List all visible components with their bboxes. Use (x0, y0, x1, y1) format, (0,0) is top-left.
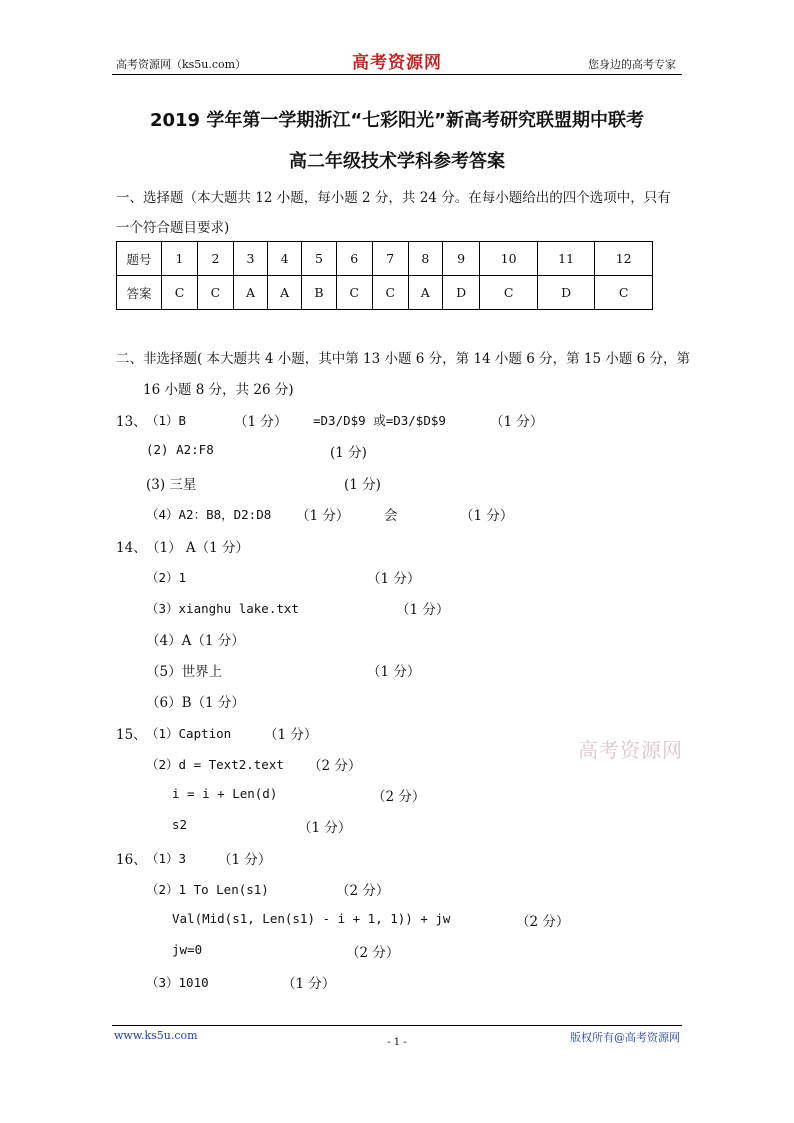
watermark: 高考资源网 (578, 738, 683, 762)
q14-score-5: （1 分） (367, 664, 421, 680)
q16-answer-2b: Val(Mid(s1, Len(s1) - i + 1, 1)) + jw (172, 911, 451, 926)
q14-answer-4: （4）A（1 分） (146, 633, 245, 649)
section2-heading: 二、非选择题( 本大题共 4 小题，其中第 13 小题 6 分，第 14 小题 6 分，第 15 小题 6 分，第 (116, 351, 691, 367)
q16-answer-3: （3）1010 (146, 975, 209, 990)
q13-answer-4: （4）A2：B8，D2:D8 (146, 507, 272, 522)
answer-cell: A (408, 276, 442, 310)
q16-answer-2: （2）1 To Len(s1) (146, 882, 269, 897)
question-number: 7 (372, 242, 408, 276)
q16-score-2c: （2 分） (346, 945, 400, 961)
q14-answer-2: （2）1 (146, 570, 187, 585)
answer-cell: C (336, 276, 372, 310)
answer-cell: D (442, 276, 480, 310)
section1-heading-cont: 一个符合题目要求) (116, 220, 230, 236)
q13-score-1b: （1 分） (490, 414, 544, 430)
q13-answer-2: (2) A2:F8 (146, 442, 214, 457)
q14-answer-6: （6）B（1 分） (146, 695, 245, 711)
q14-answer-1: （1） A（1 分） (146, 540, 250, 556)
question-number: 6 (336, 242, 372, 276)
q16-score-2b: （2 分） (516, 914, 570, 930)
q14-answer-5: （5）世界上 (146, 664, 223, 680)
q14-score-2: （1 分） (367, 571, 421, 587)
q16-score-3: （1 分） (282, 976, 336, 992)
q13-answer-3: (3) 三星 (146, 477, 197, 493)
question-number: 9 (442, 242, 480, 276)
section1-heading: 一、选择题（本大题共 12 小题，每小题 2 分，共 24 分。在每小题给出的四个选项中，只有 (116, 190, 671, 206)
answer-table (116, 241, 653, 310)
table-row-answers (117, 276, 653, 310)
q13-score-1: （1 分） (234, 414, 288, 430)
footer-copyright: 版权所有@高考资源网 (570, 1031, 680, 1044)
q15-answer-2: （2）d = Text2.text (146, 757, 284, 772)
row-label-answer: 答案 (117, 276, 162, 310)
page-title: 2019 学年第一学期浙江“七彩阳光”新高考研究联盟期中联考 (149, 110, 645, 131)
answer-cell: C (595, 276, 653, 310)
q16-answer-2c: jw=0 (172, 942, 203, 957)
answer-cell: C (372, 276, 408, 310)
page-header (112, 52, 682, 72)
q16-score-1: （1 分） (218, 852, 272, 868)
answer-cell: C (162, 276, 198, 310)
row-label-number: 题号 (117, 242, 162, 276)
question-number: 8 (408, 242, 442, 276)
page-subtitle: 高二年级技术学科参考答案 (289, 151, 505, 172)
question-number: 11 (537, 242, 595, 276)
q15-number: 15、 (116, 727, 147, 743)
q13-score-2: (1 分) (330, 445, 367, 461)
q13-answer-1b: =D3/D$9 或=D3/$D$9 (313, 413, 446, 428)
page-number: - 1 - (387, 1037, 407, 1048)
q15-answer-2c: s2 (172, 817, 188, 832)
question-number: 1 (162, 242, 198, 276)
q15-score-2b: （2 分） (372, 789, 426, 805)
q16-answer-1: （1）3 (146, 851, 187, 866)
q15-score-2: （2 分） (308, 758, 362, 774)
header-left-text: 高考资源网（ks5u.com） (116, 58, 247, 71)
table-row-numbers (117, 242, 653, 276)
header-right-text: 您身边的高考专家 (588, 58, 676, 71)
q16-number: 16、 (116, 852, 147, 868)
footer-website-link[interactable]: www.ks5u.com (114, 1029, 198, 1042)
footer-divider (112, 1025, 682, 1026)
q14-answer-3: （3）xianghu lake.txt (146, 601, 299, 616)
answer-cell: A (233, 276, 267, 310)
question-number: 5 (302, 242, 337, 276)
answer-cell: C (480, 276, 538, 310)
header-logo: 高考资源网 (352, 53, 442, 73)
answer-cell: A (268, 276, 302, 310)
q15-answer-1: （1）Caption (146, 726, 232, 741)
answer-cell: D (537, 276, 595, 310)
question-number: 12 (595, 242, 653, 276)
q16-score-2: （2 分） (336, 883, 390, 899)
q13-score-3: (1 分) (344, 477, 381, 493)
q13-score-4: （1 分） (296, 508, 350, 524)
q15-answer-2b: i = i + Len(d) (172, 786, 278, 801)
q13-score-4b: （1 分） (460, 508, 514, 524)
q14-score-3: （1 分） (396, 602, 450, 618)
answer-cell: C (197, 276, 233, 310)
question-number: 4 (268, 242, 302, 276)
question-number: 2 (197, 242, 233, 276)
section2-heading-cont: 16 小题 8 分，共 26 分) (143, 382, 294, 398)
question-number: 3 (233, 242, 267, 276)
q14-number: 14、 (116, 540, 147, 556)
q13-answer-4b: 会 (384, 508, 398, 524)
q15-score-1: （1 分） (264, 727, 318, 743)
q15-score-2c: （1 分） (298, 820, 352, 836)
header-divider (112, 74, 682, 75)
question-number: 10 (480, 242, 538, 276)
answer-cell: B (302, 276, 337, 310)
q13-number: 13、 (116, 414, 147, 430)
q13-answer-1: （1）B (146, 413, 187, 428)
